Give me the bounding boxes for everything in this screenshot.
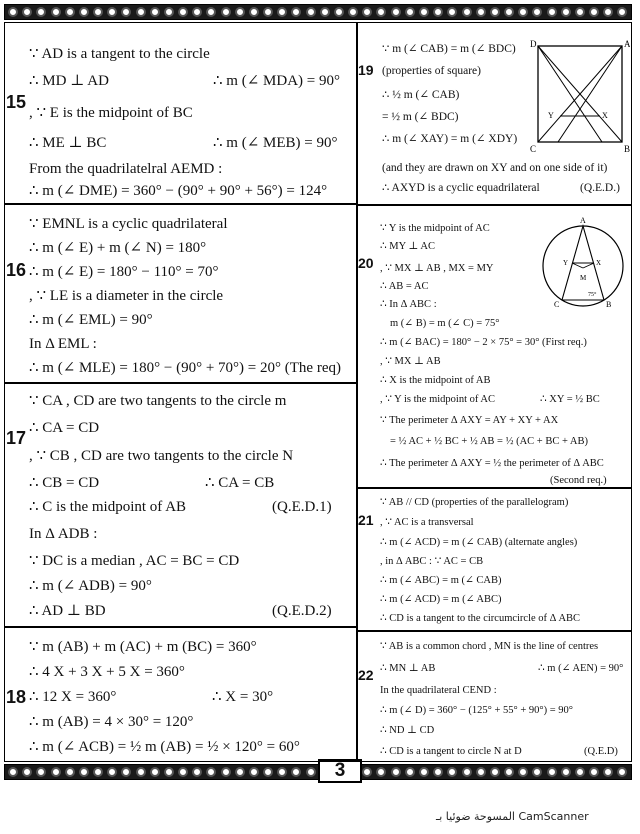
border-ornament-icon [51, 767, 61, 777]
circle-triangle-figure-q20 [536, 210, 630, 310]
q16-line-7: ∴ m (∠ MLE) = 180° − (90° + 70°) = 20° (The req) [29, 360, 341, 376]
border-ornament-icon [164, 767, 174, 777]
border-ornament-icon [79, 7, 89, 17]
border-ornament-icon [589, 7, 599, 17]
border-ornament-icon [249, 7, 259, 17]
q18-line-4: ∴ m (AB) = 4 × 30° = 120° [29, 714, 194, 730]
q22-line-4: ∴ m (∠ D) = 360° − (125° + 55° + 90°) = 90° [380, 705, 573, 716]
border-ornament-icon [490, 7, 500, 17]
scanner-footer: المسوحة ضوئيا بـ CamScanner [436, 810, 589, 823]
q17-line-5-right: (Q.E.D.1) [272, 499, 332, 515]
border-ornament-icon [518, 767, 528, 777]
border-ornament-icon [178, 767, 188, 777]
border-ornament-icon [150, 7, 160, 17]
fig19-label-y: Y [548, 111, 554, 120]
question-number-21: 21 [358, 512, 374, 528]
q20-line-5: ∴ In Δ ABC : [380, 299, 437, 310]
q20-line-13: ∴ The perimeter Δ AXY = ½ the perimeter of Δ ABC [380, 458, 604, 469]
border-ornament-icon [532, 7, 542, 17]
q20-line-11: ∵ The perimeter Δ AXY = AY + XY + AX [380, 415, 559, 426]
fig19-label-a: A [624, 39, 630, 49]
q17-line-4: ∴ CB = CD [29, 475, 100, 491]
q17-line-9: ∴ AD ⊥ BD [29, 603, 106, 619]
border-ornament-icon [65, 767, 75, 777]
border-ornament-icon [532, 767, 542, 777]
border-ornament-icon [547, 767, 557, 777]
q20-line-9: ∴ X is the midpoint of AB [380, 375, 491, 386]
border-ornament-icon [391, 767, 401, 777]
q17-line-4-right: ∴ CA = CB [205, 475, 275, 491]
q22-line-1: ∵ AB is a common chord , MN is the line of centres [380, 641, 599, 652]
fig20-label-x: X [596, 259, 602, 267]
border-ornament-icon [150, 767, 160, 777]
border-ornament-icon [603, 767, 613, 777]
border-ornament-icon [178, 7, 188, 17]
separator-19-20 [358, 204, 632, 206]
column-divider [356, 22, 358, 762]
border-ornament-icon [391, 7, 401, 17]
q20-line-12: = ½ AC + ½ BC + ½ AB = ½ (AC + BC + AB) [390, 436, 589, 447]
border-ornament-icon [547, 7, 557, 17]
q20-line-10-right: ∴ XY = ½ BC [540, 394, 600, 405]
q19-line-6: (and they are drawn on XY and on one side of it) [382, 162, 608, 174]
separator-17-18 [4, 626, 356, 628]
border-ornament-icon [8, 767, 18, 777]
page-number: 3 [318, 759, 362, 783]
border-ornament-icon [206, 7, 216, 17]
question-number-20: 20 [358, 255, 374, 271]
border-ornament-icon [433, 767, 443, 777]
q18-line-5: ∴ m (∠ ACB) = ½ m (AB) = ½ × 120° = 60° [29, 739, 300, 755]
border-ornament-icon [121, 767, 131, 777]
q22-line-3: In the quadrilateral CEND : [380, 685, 497, 696]
q22-line-6: ∴ CD is a tangent to circle N at D [380, 746, 522, 757]
q21-line-1: ∵ AB // CD (properties of the parallelogram) [380, 497, 569, 508]
fig20-label-m: M [580, 274, 587, 282]
q21-line-5: ∴ m (∠ ABC) = m (∠ CAB) [380, 575, 502, 586]
q20-line-10: , ∵ Y is the midpoint of AC [380, 394, 495, 405]
q18-line-3: ∴ 12 X = 360° [29, 689, 117, 705]
fig19-label-x: X [602, 111, 608, 120]
q16-line-3: ∴ m (∠ E) = 180° − 110° = 70° [29, 264, 219, 280]
border-ornament-icon [235, 7, 245, 17]
border-ornament-icon [22, 7, 32, 17]
q20-line-3: , ∵ MX ⊥ AB , MX = MY [380, 263, 494, 274]
border-ornament-icon [476, 7, 486, 17]
q20-line-7: ∴ m (∠ BAC) = 180° − 2 × 75° = 30° (First req.) [380, 337, 587, 348]
q22-line-6-right: (Q.E.D) [584, 746, 618, 757]
border-ornament-icon [206, 767, 216, 777]
border-ornament-icon [221, 767, 231, 777]
border-ornament-icon [291, 767, 301, 777]
border-ornament-icon [518, 7, 528, 17]
border-ornament-icon [589, 767, 599, 777]
fig20-label-a: A [580, 216, 586, 225]
border-ornament-icon [235, 767, 245, 777]
border-ornament-icon [504, 7, 514, 17]
q16-line-1: ∵ EMNL is a cyclic quadrilateral [29, 216, 228, 232]
border-ornament-icon [121, 7, 131, 17]
border-ornament-icon [433, 7, 443, 17]
separator-15-16 [4, 203, 356, 205]
border-ornament-icon [79, 767, 89, 777]
border-ornament-icon [65, 7, 75, 17]
border-ornament-icon [263, 7, 273, 17]
q22-line-2: ∴ MN ⊥ AB [380, 663, 436, 674]
border-ornament-icon [362, 7, 372, 17]
q20-line-8: , ∵ MX ⊥ AB [380, 356, 441, 367]
border-ornament-icon [504, 767, 514, 777]
q15-line-4: ∴ ME ⊥ BC [29, 135, 107, 151]
q21-line-7: ∴ CD is a tangent to the circumcircle of Δ ABC [380, 613, 581, 624]
border-ornament-icon [51, 7, 61, 17]
q18-line-1: ∵ m (AB) + m (AC) + m (BC) = 360° [29, 639, 257, 655]
border-ornament-icon [136, 767, 146, 777]
border-ornament-icon [334, 7, 344, 17]
border-ornament-icon [320, 7, 330, 17]
border-ornament-icon [291, 7, 301, 17]
q15-line-4-right: ∴ m (∠ MEB) = 90° [213, 135, 338, 151]
q20-line-4: ∴ AB = AC [380, 281, 429, 292]
border-ornament-icon [263, 767, 273, 777]
question-number-18: 18 [6, 687, 27, 707]
border-ornament-icon [376, 7, 386, 17]
separator-16-17 [4, 382, 356, 384]
q22-line-5: ∴ ND ⊥ CD [380, 725, 435, 736]
q17-line-8: ∴ m (∠ ADB) = 90° [29, 578, 152, 594]
border-ornament-icon [348, 7, 358, 17]
q17-line-7: ∵ DC is a median , AC = BC = CD [29, 553, 240, 569]
border-ornament-icon [603, 7, 613, 17]
q17-line-5: ∴ C is the midpoint of AB [29, 499, 187, 515]
q15-line-3: , ∵ E is the midpoint of BC [29, 105, 193, 121]
q16-line-2: ∴ m (∠ E) + m (∠ N) = 180° [29, 240, 207, 256]
border-ornament-icon [575, 767, 585, 777]
border-ornament-icon [107, 767, 117, 777]
border-ornament-icon [306, 7, 316, 17]
border-ornament-icon [490, 767, 500, 777]
q15-line-6: ∴ m (∠ DME) = 360° − (90° + 90° + 56°) = 124° [29, 183, 328, 199]
border-ornament-icon [36, 767, 46, 777]
fig19-label-c: C [530, 144, 537, 154]
fig20-label-c: C [554, 300, 560, 309]
q15-line-2: ∴ MD ⊥ AD [29, 73, 109, 89]
border-ornament-icon [617, 7, 627, 17]
border-ornament-icon [192, 7, 202, 17]
border-ornament-icon [462, 7, 472, 17]
border-ornament-icon [575, 7, 585, 17]
border-ornament-icon [22, 767, 32, 777]
border-ornament-icon [561, 7, 571, 17]
border-ornament-icon [419, 7, 429, 17]
q20-line-2: ∴ MY ⊥ AC [380, 241, 435, 252]
q19-line-5: ∴ m (∠ XAY) = m (∠ XDY) [382, 133, 518, 145]
border-ornament-icon [447, 767, 457, 777]
q21-line-3: ∴ m (∠ ACD) = m (∠ CAB) (alternate angles) [380, 537, 578, 548]
q19-line-3: ∴ ½ m (∠ CAB) [382, 89, 460, 101]
border-ornament-icon [8, 7, 18, 17]
q21-line-4: , in Δ ABC : ∵ AC = CB [380, 556, 484, 567]
border-ornament-icon [221, 7, 231, 17]
square-figure-q19 [530, 38, 630, 156]
border-ornament-icon [561, 767, 571, 777]
border-ornament-icon [405, 767, 415, 777]
top-decorative-border [4, 4, 632, 20]
q17-line-9-right: (Q.E.D.2) [272, 603, 332, 619]
q21-line-6: ∴ m (∠ ACD) = m (∠ ABC) [380, 594, 502, 605]
q21-line-2: , ∵ AC is a transversal [380, 517, 474, 528]
border-ornament-icon [306, 767, 316, 777]
q17-line-6: In Δ ADB : [29, 526, 98, 542]
border-ornament-icon [476, 767, 486, 777]
fig20-label-y: Y [563, 259, 569, 267]
q18-line-3-right: ∴ X = 30° [212, 689, 274, 705]
border-ornament-icon [107, 7, 117, 17]
border-ornament-icon [462, 767, 472, 777]
q19-line-7-right: (Q.E.D.) [580, 182, 620, 194]
question-number-22: 22 [358, 667, 374, 683]
q17-line-3: , ∵ CB , CD are two tangents to the circle N [29, 448, 294, 464]
border-ornament-icon [93, 7, 103, 17]
border-ornament-icon [93, 767, 103, 777]
q17-line-1: ∵ CA , CD are two tangents to the circle m [29, 393, 287, 409]
fig19-label-d: D [530, 39, 537, 49]
border-ornament-icon [136, 7, 146, 17]
question-number-17: 17 [6, 428, 27, 448]
border-ornament-icon [617, 767, 627, 777]
q19-line-7: ∴ AXYD is a cyclic equadrilateral [382, 182, 540, 194]
border-ornament-icon [249, 767, 259, 777]
q22-line-2-right: ∴ m (∠ AEN) = 90° [538, 663, 624, 674]
border-ornament-icon [376, 767, 386, 777]
q18-line-2: ∴ 4 X + 3 X + 5 X = 360° [29, 664, 185, 680]
question-number-16: 16 [6, 260, 27, 280]
q19-line-4: = ½ m (∠ BDC) [382, 111, 459, 123]
border-ornament-icon [277, 7, 287, 17]
border-ornament-icon [447, 7, 457, 17]
question-number-19: 19 [358, 62, 374, 78]
q15-line-2-right: ∴ m (∠ MDA) = 90° [213, 73, 340, 89]
fig20-label-b: B [606, 300, 612, 309]
separator-21-22 [358, 630, 632, 632]
q16-line-6: In Δ EML : [29, 336, 97, 352]
border-ornament-icon [362, 767, 372, 777]
fig20-label-angle: 75° [588, 292, 597, 298]
q15-line-1: ∵ AD is a tangent to the circle [29, 46, 210, 62]
q16-line-5: ∴ m (∠ EML) = 90° [29, 312, 153, 328]
separator-20-21 [358, 487, 632, 489]
border-ornament-icon [192, 767, 202, 777]
border-ornament-icon [277, 767, 287, 777]
q19-line-2: (properties of square) [382, 65, 481, 77]
q20-line-14-right: (Second req.) [550, 475, 607, 486]
q20-line-6: m (∠ B) = m (∠ C) = 75° [390, 318, 500, 329]
q19-line-1: ∵ m (∠ CAB) = m (∠ BDC) [382, 43, 516, 55]
q15-line-5: From the quadrilatelral AEMD : [29, 161, 223, 177]
q17-line-2: ∴ CA = CD [29, 420, 100, 436]
fig19-label-b: B [624, 144, 630, 154]
border-ornament-icon [164, 7, 174, 17]
border-ornament-icon [419, 767, 429, 777]
border-ornament-icon [36, 7, 46, 17]
border-ornament-icon [405, 7, 415, 17]
q20-line-1: ∵ Y is the midpoint of AC [380, 223, 490, 234]
question-number-15: 15 [6, 92, 27, 112]
q16-line-4: , ∵ LE is a diameter in the circle [29, 288, 224, 304]
